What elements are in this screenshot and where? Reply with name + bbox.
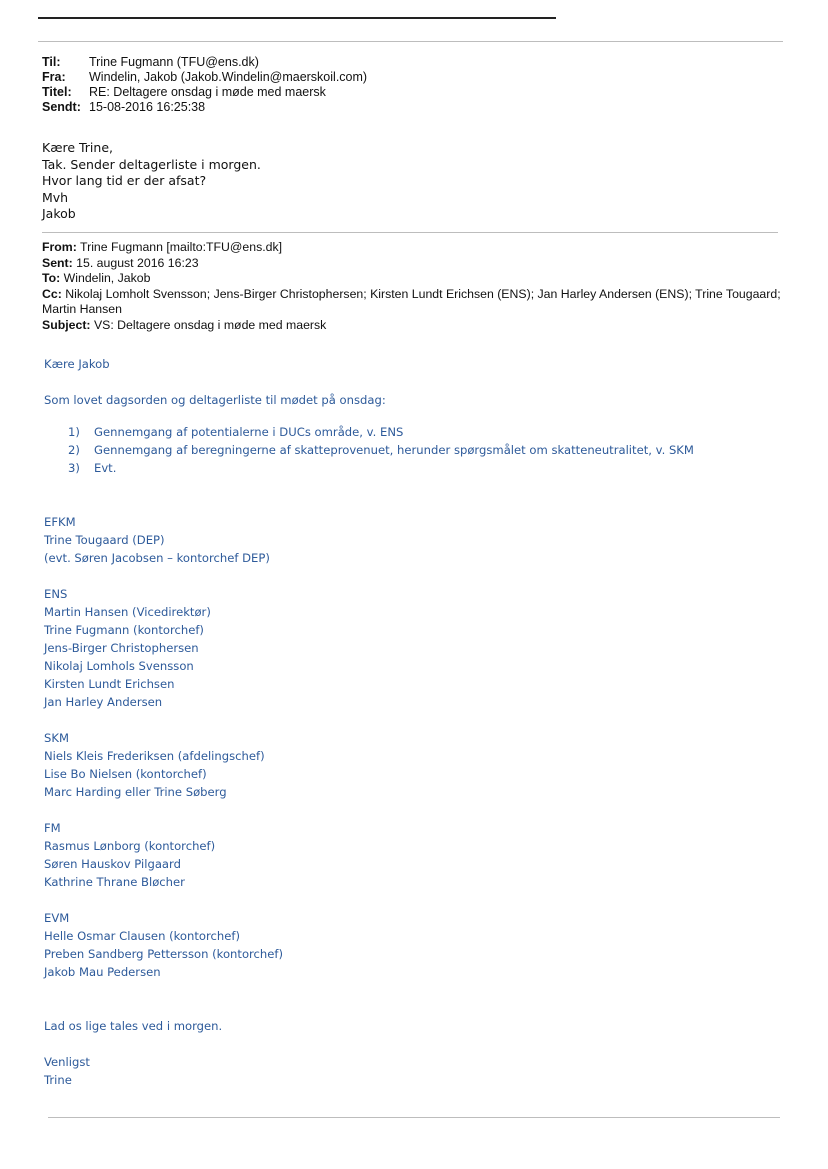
fwd-sent-row [42, 256, 782, 272]
fwd-from-row [42, 240, 782, 256]
forward-separator [42, 232, 778, 233]
fwd-cc-value: Nikolaj Lomholt Svensson; Jens-Birger Christophersen; Kirsten Lundt Erichsen (ENS); Jan Harley Andersen (ENS); Trine Tougaard; Martin Hansen [42, 286, 781, 316]
agenda-text: Gennemgang af potentialerne i DUCs område, v. ENS [94, 425, 404, 439]
fwd-cc-row [42, 287, 782, 318]
group-member: (evt. Søren Jacobsen – kontorchef DEP) [44, 551, 270, 565]
agenda-text: Gennemgang af beregningerne af skatteprovenuet, herunder spørgsmålet om skatteneutralitet, v. SKM [94, 443, 694, 457]
group-member: Søren Hauskov Pilgaard [44, 857, 181, 871]
reply-line: Hvor lang tid er der afsat? [42, 173, 207, 188]
from-label: Fra: [42, 70, 66, 84]
reply-line: Tak. Sender deltagerliste i morgen. [42, 156, 261, 172]
group-member: Lise Bo Nielsen (kontorchef) [44, 767, 207, 781]
group-member: Kathrine Thrane Bløcher [44, 875, 185, 889]
reply-line: Mvh [42, 189, 69, 205]
group-member: Martin Hansen (Vicedirektør) [44, 605, 211, 619]
group-member: Trine Tougaard (DEP) [44, 533, 165, 547]
header-to-row [42, 55, 367, 70]
fwd-subject-value: VS: Deltagere onsdag i møde med maersk [93, 317, 327, 332]
fwd-from-value: Trine Fugmann [mailto:TFU@ens.dk] [80, 240, 283, 254]
agenda-number: 1) [68, 425, 80, 439]
participant-group-skm [44, 729, 784, 801]
group-member: Rasmus Lønborg (kontorchef) [44, 839, 216, 853]
closing-line: Lad os lige tales ved i morgen. [44, 1019, 223, 1033]
agenda-number: 2) [68, 443, 80, 457]
title-value: RE: Deltagere onsdag i møde med maersk [89, 85, 326, 99]
agenda-item [44, 459, 784, 477]
participant-group-fm [44, 819, 784, 891]
to-label: Til: [42, 55, 61, 69]
top-rule [38, 17, 556, 19]
sent-value: 15-08-2016 16:25:38 [89, 100, 206, 114]
reply-line: Jakob [42, 206, 76, 221]
forwarded-body [44, 355, 784, 1089]
agenda-text: Evt. [94, 461, 117, 475]
reply-message [42, 140, 261, 223]
fwd-to-value: Windelin, Jakob [63, 271, 151, 285]
group-member: Niels Kleis Frederiksen (afdelingschef) [44, 749, 265, 763]
agenda-number: 3) [68, 461, 80, 475]
fwd-subject-label: Subject: [42, 317, 91, 332]
group-name: SKM [44, 731, 69, 745]
group-member: Helle Osmar Clausen (kontorchef) [44, 929, 240, 943]
email-header [42, 55, 367, 115]
group-member: Marc Harding eller Trine Søberg [44, 785, 227, 799]
fwd-sent-label: Sent: [42, 255, 73, 270]
fwd-sent-value: 15. august 2016 16:23 [76, 255, 199, 270]
group-member: Preben Sandberg Pettersson (kontorchef) [44, 947, 284, 961]
group-name: FM [44, 821, 61, 835]
fwd-from-label: From: [42, 240, 77, 254]
fwd-to-row [42, 271, 782, 287]
header-rule [38, 41, 783, 42]
agenda-item [44, 441, 784, 459]
participant-group-evm [44, 909, 784, 981]
group-name: ENS [44, 587, 68, 601]
intro: Som lovet dagsorden og deltagerliste til mødet på onsdag: [44, 393, 386, 407]
participant-group-efkm [44, 513, 784, 567]
title-label: Titel: [42, 85, 72, 99]
from-value: Windelin, Jakob (Jakob.Windelin@maerskoil.com) [89, 70, 368, 84]
group-member: Jakob Mau Pedersen [44, 965, 161, 979]
group-name: EFKM [44, 515, 76, 529]
header-from-row [42, 70, 367, 85]
group-member: Jens-Birger Christophersen [44, 641, 199, 655]
signoff: Venligst [44, 1055, 90, 1069]
group-member: Kirsten Lundt Erichsen [44, 677, 175, 691]
fwd-to-label: To: [42, 271, 61, 285]
signature: Trine [44, 1073, 72, 1087]
agenda-item [44, 423, 784, 441]
header-title-row [42, 85, 367, 100]
group-name: EVM [44, 911, 70, 925]
greeting: Kære Jakob [44, 357, 110, 371]
group-member: Jan Harley Andersen [44, 695, 163, 709]
reply-line: Kære Trine, [42, 140, 113, 155]
forwarded-header [42, 240, 782, 333]
header-sent-row [42, 100, 367, 115]
sent-label: Sendt: [42, 100, 81, 114]
fwd-subject-row [42, 318, 782, 334]
fwd-cc-label: Cc: [42, 286, 62, 301]
group-member: Nikolaj Lomhols Svensson [44, 659, 194, 673]
to-value: Trine Fugmann (TFU@ens.dk) [89, 55, 259, 69]
bottom-rule [48, 1117, 780, 1118]
group-member: Trine Fugmann (kontorchef) [44, 623, 204, 637]
agenda-list [44, 423, 784, 477]
participant-group-ens [44, 585, 784, 711]
